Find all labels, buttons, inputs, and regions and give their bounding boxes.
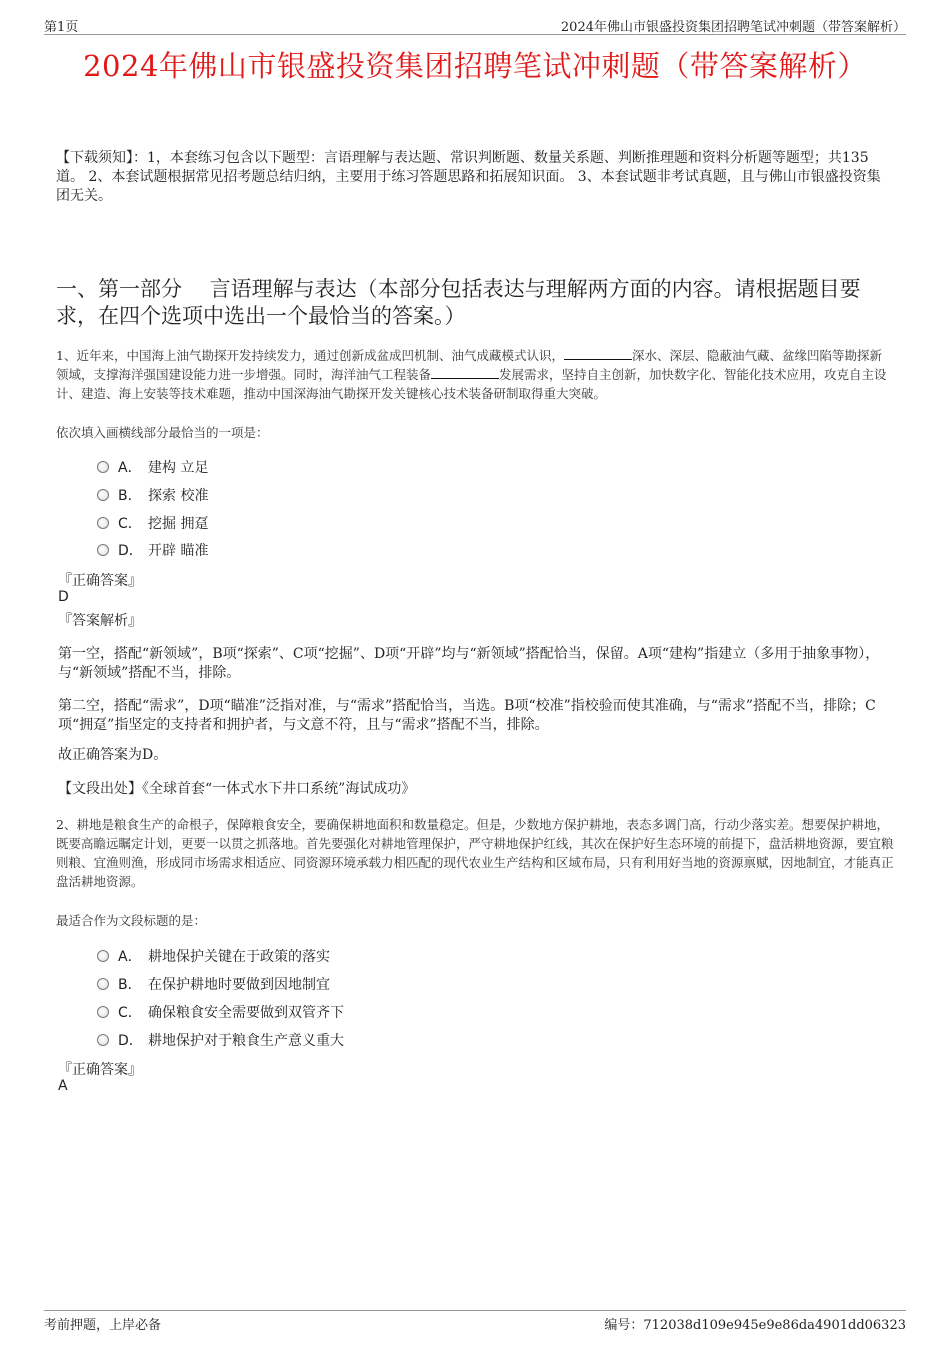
question-1-text-part-b: 深水、深层、隐蔽油气藏、盆缘凹陷等勘探新领域，支撑海洋强国建设能力进一步增强。同时，海洋油气工程装备 [56, 348, 882, 382]
question-2-prompt: 最适合作为文段标题的是： [56, 913, 207, 928]
blank-2 [431, 366, 499, 379]
blank-1 [564, 347, 632, 360]
q1-source: 【文段出处】《全球首套“一体式水下井口系统”海试成功》 [58, 781, 416, 797]
q1-analysis-conclusion: 故正确答案为D。 [58, 747, 168, 763]
q2-answer-label: 『正确答案』 [58, 1062, 142, 1078]
header-doc-title: 2024年佛山市银盛投资集团招聘笔试冲刺题（带答案解析） [560, 20, 906, 35]
radio-icon[interactable] [97, 461, 109, 473]
q2-answer: A [58, 1078, 68, 1094]
q2-option-b[interactable]: B． 在保护耕地时要做到因地制宜 [97, 974, 330, 994]
radio-icon[interactable] [97, 544, 109, 556]
question-1-text-part-a: 1、近年来，中国海上油气勘探开发持续发力，通过创新成盆成凹机制、油气成藏模式认识， [56, 348, 564, 363]
q1-option-b[interactable]: B． 探索 校准 [97, 485, 208, 505]
question-1-text [56, 346, 894, 403]
q1-analysis-para-1: 第一空，搭配“新领域”，B项“探索”、C项“挖掘”、D项“开辟”均与“新领域”搭配恰当，保留。A项“建构”指建立（多用于抽象事物），与“新领域”搭配不当，排除。 [58, 646, 880, 681]
q1-answer: D [58, 589, 69, 605]
q1-answer-label: 『正确答案』 [58, 573, 142, 589]
footer-slogan: 考前押题，上岸必备 [44, 1318, 162, 1333]
radio-icon[interactable] [97, 950, 109, 962]
footer-serial: 编号：712038d109e945e9e86da4901dd06323 [604, 1318, 906, 1333]
radio-icon[interactable] [97, 489, 109, 501]
page-footer [44, 1310, 906, 1331]
q2-option-d[interactable]: D． 耕地保护对于粮食生产意义重大 [97, 1030, 344, 1050]
section-heading: 一、第一部分 言语理解与表达（本部分包括表达与理解两方面的内容。请根据题目要求，在四个选项中选出一个最恰当的答案。） [56, 277, 861, 328]
q2-option-c[interactable]: C． 确保粮食安全需要做到双管齐下 [97, 1002, 344, 1022]
q2-option-a[interactable]: A． 耕地保护关键在于政策的落实 [97, 946, 330, 966]
q1-option-c[interactable]: C． 挖掘 拥趸 [97, 513, 208, 533]
document-title: 2024年佛山市银盛投资集团招聘笔试冲刺题（带答案解析） [83, 49, 867, 83]
page-number: 第1页 [44, 20, 79, 35]
question-1-text-part-c: 发展需求，坚持自主创新，加快数字化、智能化技术应用，攻克自主设计、建造、海上安装等技术难题，推动中国深海油气勘探开发关键核心技术装备研制取得重大突破。 [56, 367, 887, 401]
question-1-prompt: 依次填入画横线部分最恰当的一项是： [56, 425, 269, 440]
radio-icon[interactable] [97, 978, 109, 990]
q1-analysis-para-2: 第二空，搭配“需求”，D项“瞄准”泛指对准，与“需求”搭配恰当，当选。B项“校准”指校验而使其准确，与“需求”搭配不当，排除；C项“拥趸”指坚定的支持者和拥护者，与文意不符，且与“需求”搭配不当，排除。 [58, 698, 876, 733]
page-header [44, 14, 906, 35]
radio-icon[interactable] [97, 517, 109, 529]
download-notice: 【下载须知】：1，本套练习包含以下题型：言语理解与表达题、常识判断题、数量关系题、判断推理题和资料分析题等题型；共135道。 2、本套试题根据常见招考题总结归纳，主要用于练习答题思路和拓展知识面。 3、本套试题非考试真题，且与佛山市银盛投资集团无关。 [56, 150, 881, 204]
radio-icon[interactable] [97, 1006, 109, 1018]
q1-option-a[interactable]: A． 建构 立足 [97, 457, 208, 477]
q1-option-d[interactable]: D． 开辟 瞄准 [97, 540, 208, 560]
q1-analysis-label: 『答案解析』 [58, 613, 142, 629]
radio-icon[interactable] [97, 1034, 109, 1046]
question-2-text: 2、耕地是粮食生产的命根子，保障粮食安全，要确保耕地面积和数量稳定。但是，少数地方保护耕地，表态多调门高，行动少落实差。想要保护耕地，既要高瞻远瞩定计划，更要一以贯之抓落地。首先要强化对耕地管理保护，严守耕地保护红线，其次在保护好生态环境的前提下，盘活耕地资源，要宜粮则粮、宜渔则渔，形成同市场需求相适应、同资源环境承载力相匹配的现代农业生产结构和区域布局，只有利用好当地的资源禀赋，因地制宜，才能真正盘活耕地资源。 [56, 817, 894, 889]
